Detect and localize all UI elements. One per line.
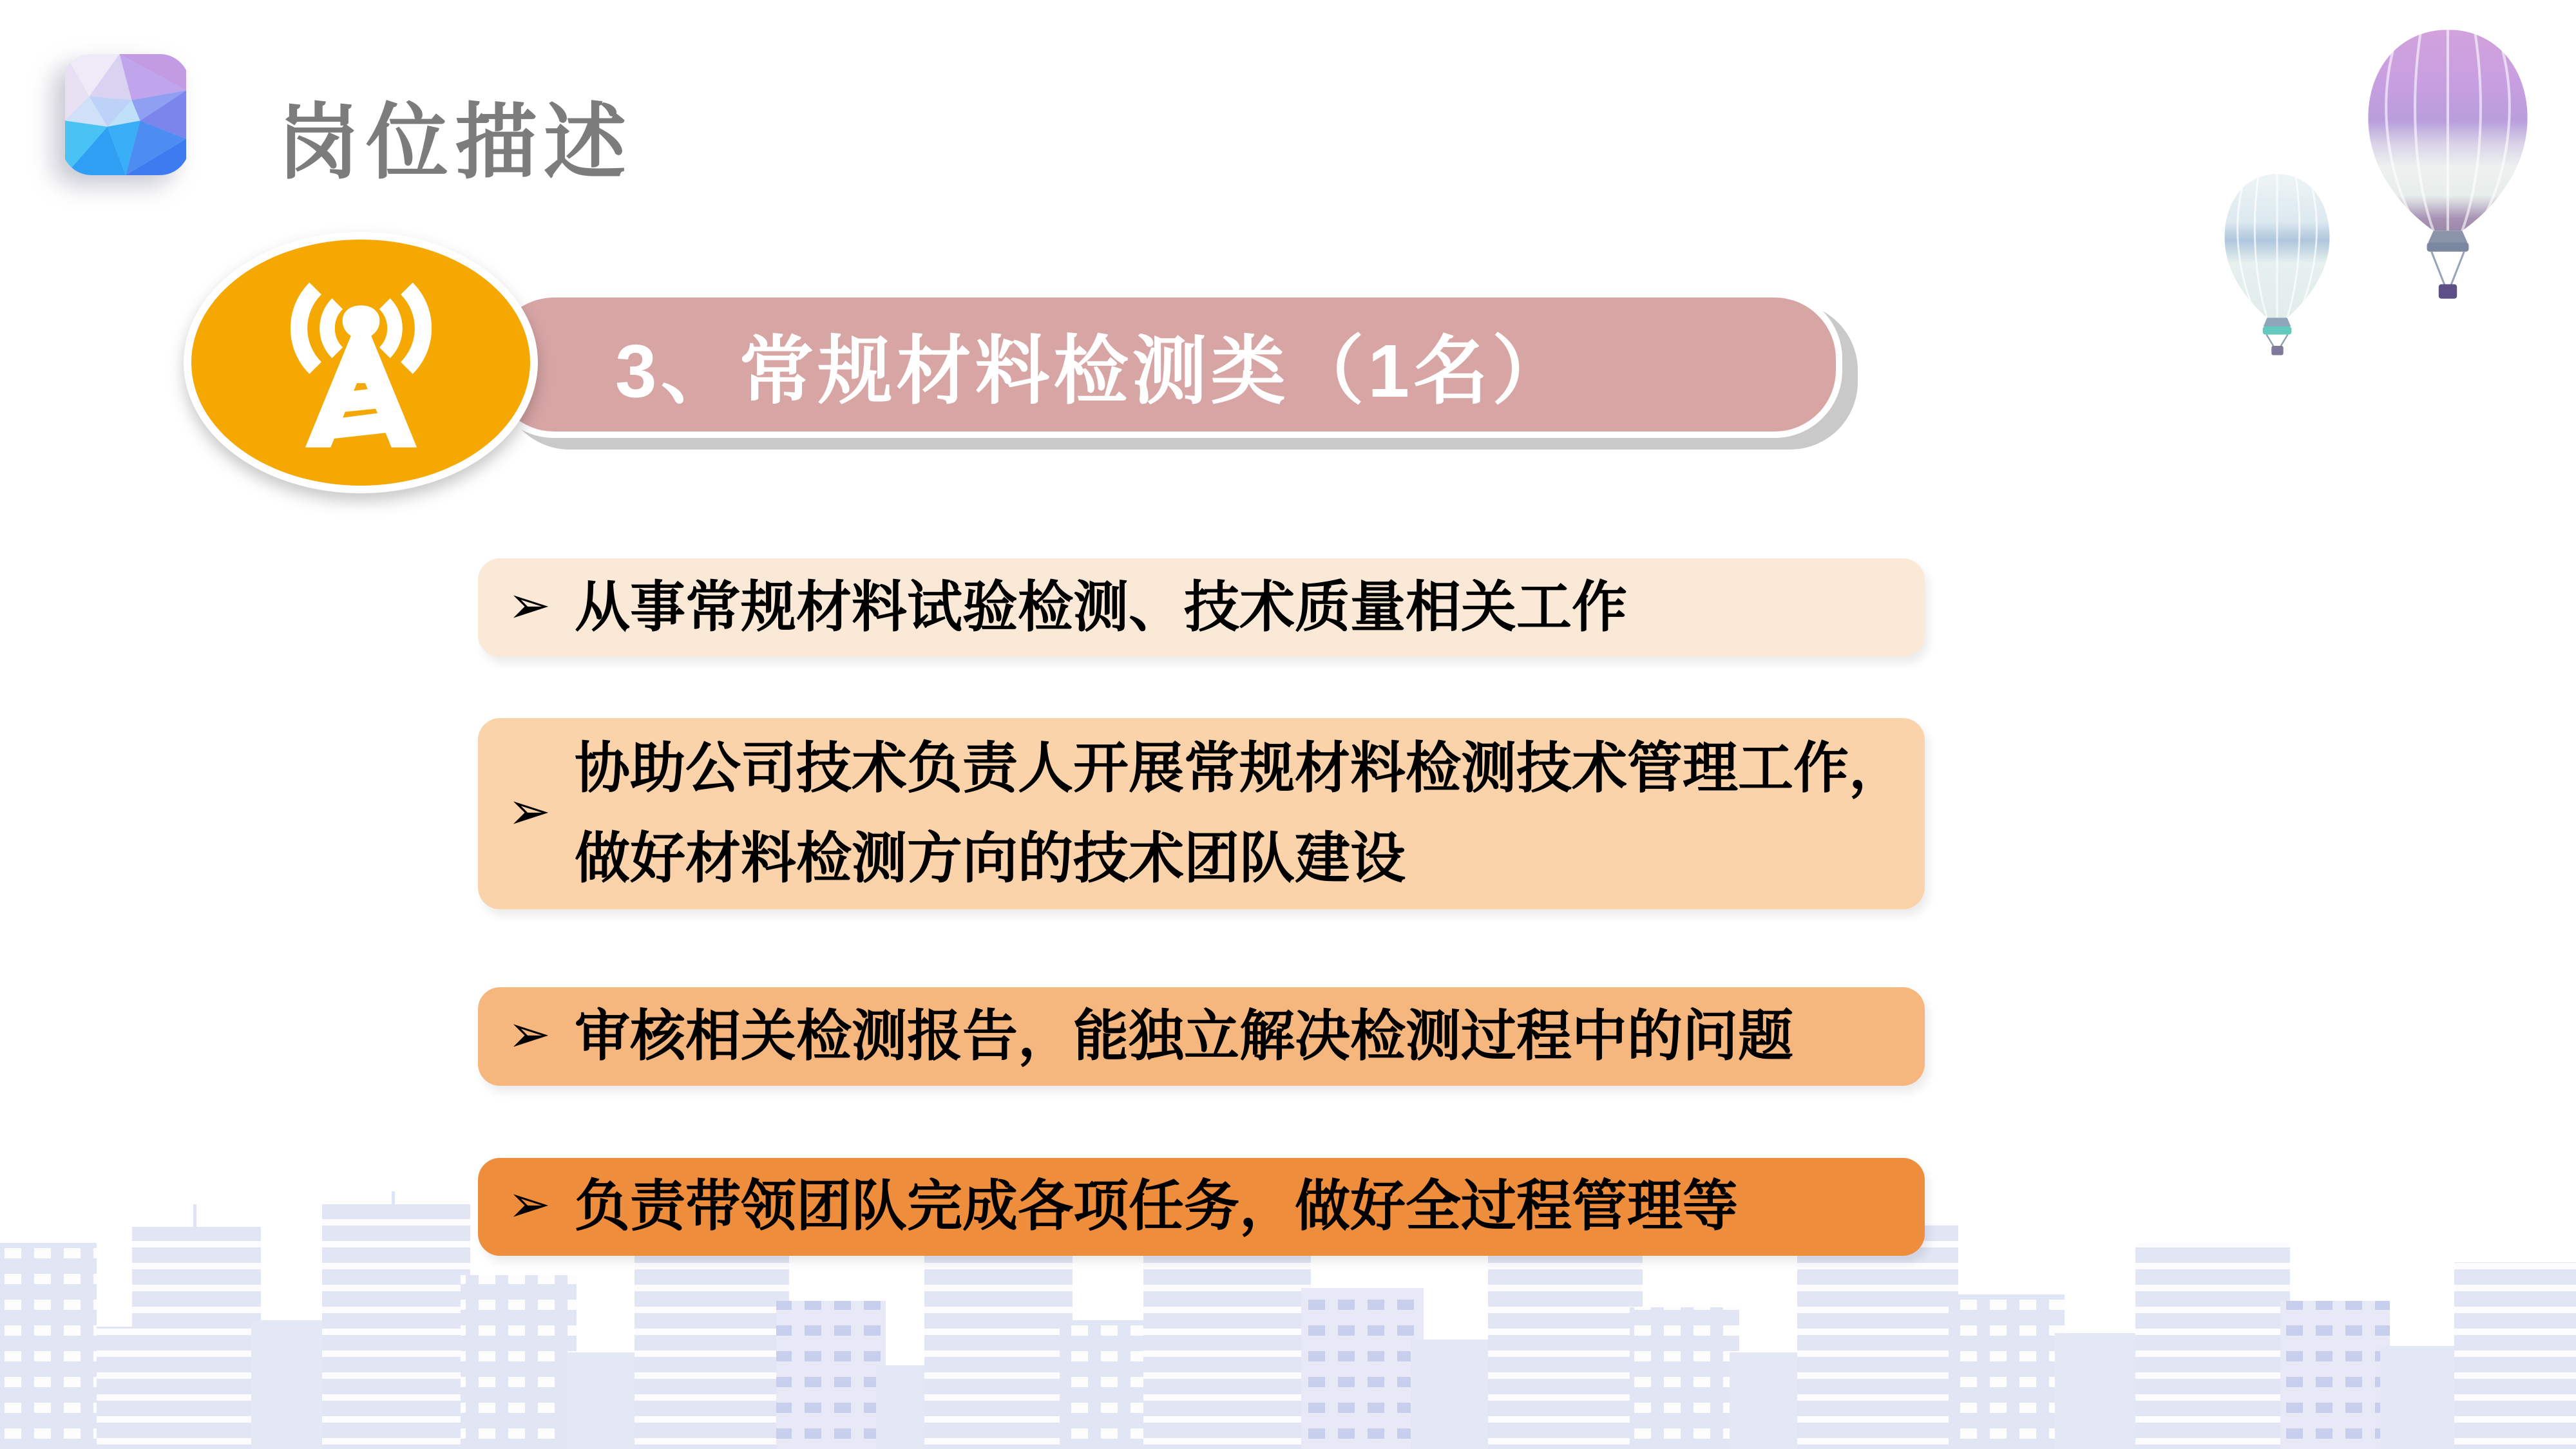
app-logo-icon [62,54,189,175]
hot-air-balloon-large-icon [2350,23,2546,310]
section-banner [486,291,1842,438]
broadcast-tower-icon [260,261,463,464]
section-badge [184,232,538,493]
bullet-item-3 [478,987,1925,1086]
bullet-text: 审核相关检测报告，能独立解决检测过程中的问题 [575,1005,1793,1067]
bullet-item-1 [478,558,1925,657]
bullet-text: 从事常规材料试验检测、技术质量相关工作 [575,576,1627,638]
arrow-bullet-icon: ➢ [508,1175,551,1233]
bullet-item-4 [478,1158,1925,1256]
arrow-bullet-icon: ➢ [508,576,551,634]
bullet-text: 协助公司技术负责人开展常规材料检测技术管理工作， 做好材料检测方向的技术团队建设 [575,737,1904,889]
section-banner-label: 3、常规材料检测类（1名） [615,328,1571,413]
hot-air-balloon-small-icon [2215,169,2340,357]
page-title: 岗位描述 [277,97,633,189]
bullet-text: 负责带领团队完成各项任务，做好全过程管理等 [575,1175,1738,1238]
arrow-bullet-icon: ➢ [508,1005,551,1063]
arrow-bullet-icon: ➢ [508,782,551,840]
bullet-item-2 [478,718,1925,909]
